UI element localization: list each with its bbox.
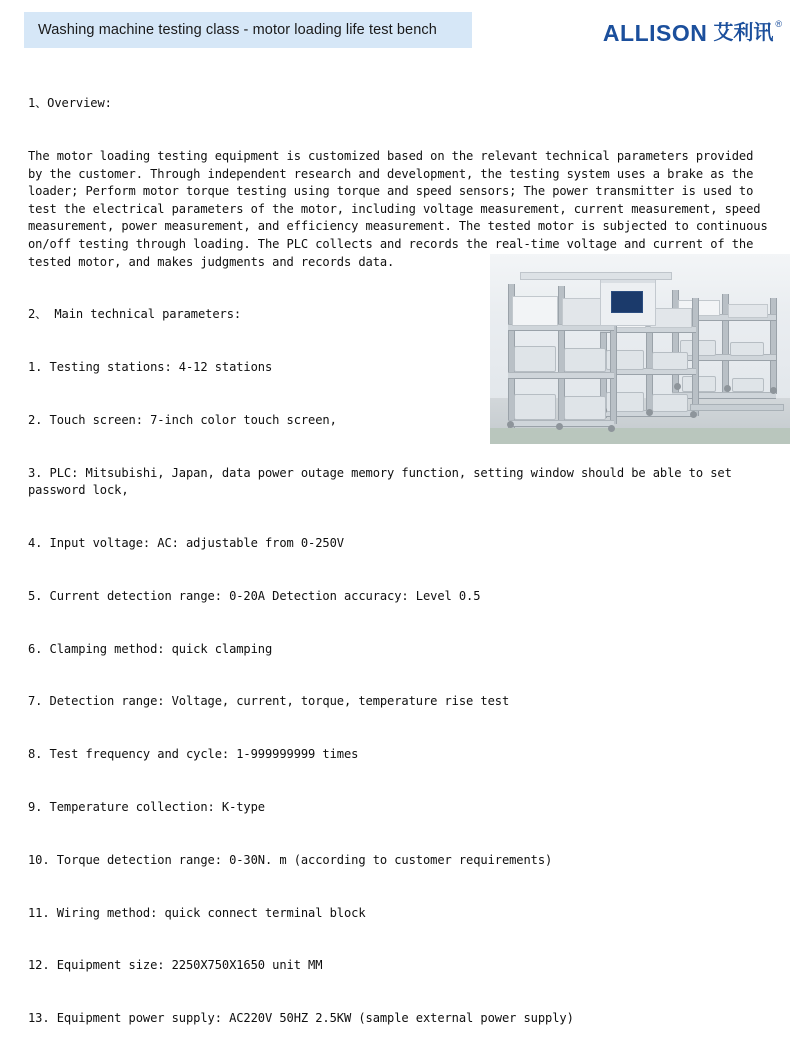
document-body bbox=[28, 60, 775, 1063]
spec-item: 4. Input voltage: AC: adjustable from 0-250V bbox=[28, 536, 344, 551]
spec-item: 8. Test frequency and cycle: 1-999999999 times bbox=[28, 747, 359, 762]
overhead-rail bbox=[520, 272, 672, 280]
logo-chinese-text: 艾利讯 bbox=[713, 20, 774, 44]
spec-item: 7. Detection range: Voltage, current, torque, temperature rise test bbox=[28, 694, 510, 709]
page-title: Washing machine testing class - motor loading life test bench bbox=[38, 22, 437, 38]
spec-item: 12. Equipment size: 2250X750X1650 unit MM bbox=[28, 958, 323, 973]
spec-item: 10. Torque detection range: 0-30N. m (according to customer requirements) bbox=[28, 852, 553, 867]
control-cabinet bbox=[600, 276, 656, 326]
hmi-touch-screen bbox=[611, 291, 643, 313]
spec-item: 13. Equipment power supply: AC220V 50HZ 2.5KW (sample external power supply) bbox=[28, 1011, 574, 1026]
section-2-heading: 2、 Main technical parameters: bbox=[28, 307, 242, 322]
overview-paragraph: The motor loading testing equipment is customized based on the relevant technical parameters provided by the customer. Through independent research and development, the testing system uses a brake as the loader; Perform motor torque testing using torque and speed sensors; The power transmitter is used to test the electrical parameters of the motor, including voltage measurement, current measurement, speed measurement, power measurement, and efficiency measurement. The tested motor is subjected to continuous on/off testing through loading. The PLC collects and records the real-time voltage and current of the tested motor, and makes judgments and records data. bbox=[28, 148, 775, 269]
spec-item: 5. Current detection range: 0-20A Detection accuracy: Level 0.5 bbox=[28, 588, 481, 603]
section-1-heading: 1、Overview: bbox=[28, 96, 112, 111]
logo-latin-text: ALLISON bbox=[602, 20, 708, 46]
spec-item: 6. Clamping method: quick clamping bbox=[28, 641, 273, 656]
page-title-banner bbox=[24, 12, 472, 48]
brand-logo bbox=[602, 19, 782, 46]
spec-item: 1. Testing stations: 4-12 stations bbox=[28, 360, 273, 375]
equipment-photo bbox=[490, 254, 790, 444]
spec-item: 11. Wiring method: quick connect terminal block bbox=[28, 905, 366, 920]
spec-item: 9. Temperature collection: K-type bbox=[28, 799, 265, 814]
registered-trademark-icon: ® bbox=[775, 19, 782, 29]
spec-item: 2. Touch screen: 7-inch color touch screen, bbox=[28, 412, 337, 427]
floor-rail bbox=[690, 404, 784, 411]
spec-item: 3. PLC: Mitsubishi, Japan, data power outage memory function, setting window should be able to set password lock, bbox=[28, 465, 739, 498]
